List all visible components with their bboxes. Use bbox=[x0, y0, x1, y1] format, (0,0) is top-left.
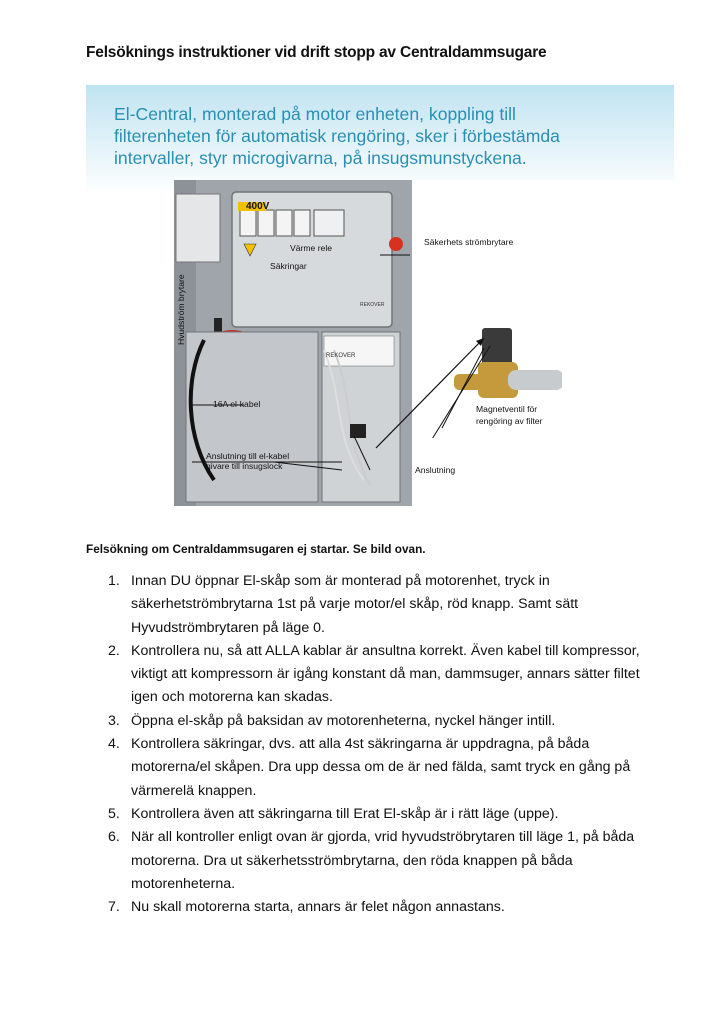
page-title: Felsöknings instruktioner vid drift stopp av Centraldammsugare bbox=[86, 44, 547, 61]
step-number: 6. bbox=[108, 829, 120, 846]
voltage-label: 400V bbox=[246, 201, 270, 212]
list-item bbox=[96, 896, 656, 919]
subheading: Felsökning om Centraldammsugaren ej startar. Se bild ovan. bbox=[86, 542, 426, 556]
step-text: Kontrollera även att säkringarna till Erat El-skåp är i rätt läge (uppe). bbox=[131, 805, 559, 822]
sakerhets-label: Säkerhets strömbrytare bbox=[424, 237, 514, 247]
step-text: När all kontroller enligt ovan är gjorda, vrid hyvudströbrytaren till läge 1, på båda motorerna. Dra ut säkerhetsströmbrytarna, den röda knappen på båda motorenheterna. bbox=[131, 829, 635, 892]
anslutning-label: Anslutning bbox=[415, 465, 456, 475]
step-text: Kontrollera nu, så att ALLA kablar är ansultna korrekt. Även kabel till kompressor, viktigt att kompressorn är igång konstant då man, dammsuger, annars sätter filtet igen och motorerna kan skadas. bbox=[131, 642, 640, 706]
step-text: Kontrollera säkringar, dvs. att alla 4st säkringarna är uppdragna, på båda motorerna/el skåpen. Dra upp dessa om de är ned fälda, samt tryck en gång på värmerelä knappen. bbox=[131, 736, 631, 799]
list-item bbox=[96, 640, 656, 710]
steps-list bbox=[96, 570, 656, 919]
step-number: 2. bbox=[108, 642, 120, 659]
list-item bbox=[96, 710, 656, 733]
sakringar-label: Säkringar bbox=[270, 261, 307, 271]
step-number: 4. bbox=[108, 736, 120, 753]
banner-text: El-Central, monterad på motor enheten, koppling till filterenheten för automatisk rengöring, sker i förbestämda intervaller, styr microgivarna, på insugsmunstyckena. bbox=[114, 104, 560, 168]
el-kabel-label: 16A el-kabel bbox=[213, 399, 261, 409]
safety-pointer-line bbox=[380, 250, 420, 260]
list-item bbox=[96, 826, 656, 896]
anslutning-el-label: Anslutning till el-kabel givare till insugslock bbox=[206, 451, 290, 471]
hvudstrom-label: Hvudström brytare bbox=[176, 274, 186, 345]
pointer-line bbox=[344, 318, 494, 478]
step-text: Öppna el-skåp på baksidan av motorenheterna, nyckel hänger intill. bbox=[131, 712, 556, 729]
step-number: 7. bbox=[108, 899, 120, 916]
list-item bbox=[96, 803, 656, 826]
step-text: Innan DU öppnar El-skåp som är monterad på motorenhet, tryck in säkerhetströmbrytarna 1st på varje motor/el skåp, röd knapp. Samt sätt Hyvudströmbrytaren på läge 0. bbox=[131, 573, 579, 636]
step-number: 1. bbox=[108, 573, 120, 589]
brand-label-2: REKOVER bbox=[326, 353, 356, 359]
brand-label-1: REKOVER bbox=[360, 302, 385, 308]
list-item bbox=[96, 570, 656, 640]
step-text: Nu skall motorerna starta, annars är felet någon annastans. bbox=[131, 899, 505, 916]
step-number: 5. bbox=[108, 805, 120, 822]
step-number: 3. bbox=[108, 712, 120, 729]
varme-rele-label: Värme rele bbox=[290, 243, 333, 253]
list-item bbox=[96, 733, 656, 803]
magnetventil-label: Magnetventil för rengöring av filter bbox=[476, 404, 543, 426]
